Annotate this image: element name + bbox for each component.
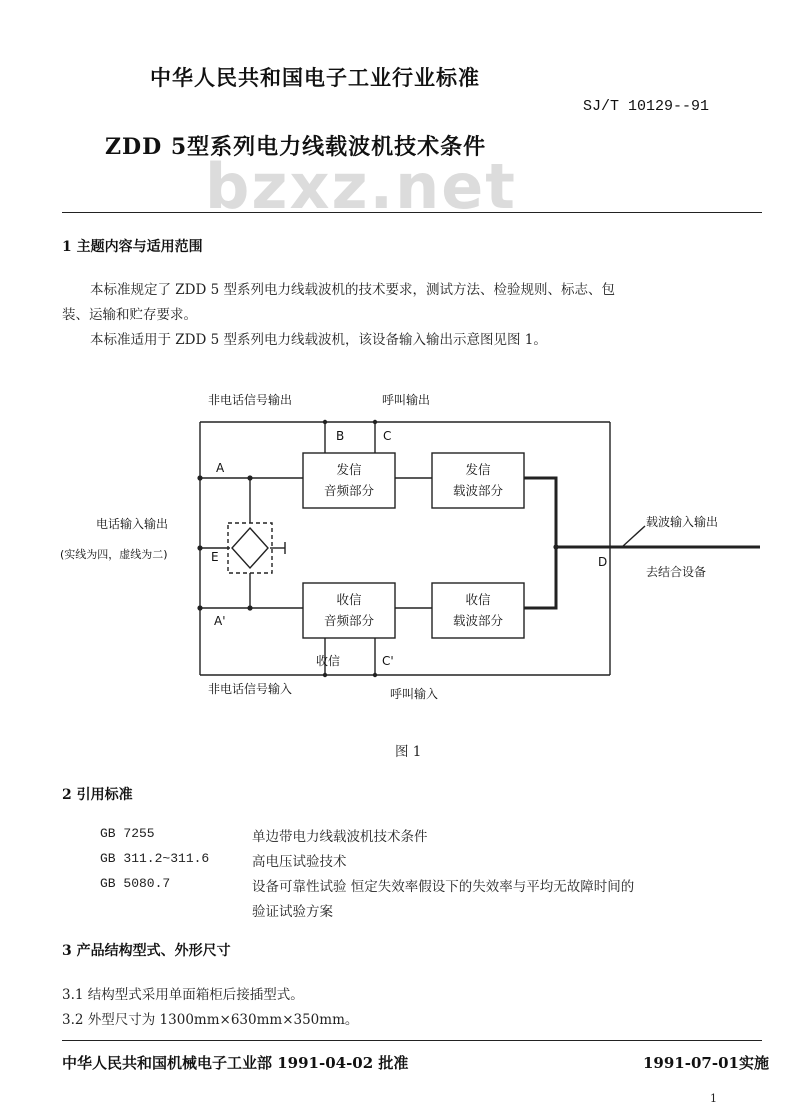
label-phone-io-note: (实线为四，虚线为二): [60, 548, 168, 561]
label-non-phone-out: 非电话信号输出: [208, 393, 293, 407]
section2-heading: 2 引用标准: [62, 787, 133, 803]
label-D: D: [598, 555, 608, 569]
block-tx-audio-line1: 发信: [336, 462, 362, 477]
footer-divider: [62, 1040, 762, 1041]
footer-approval: 中华人民共和国机械电子工业部 1991-04-02 批准: [62, 1054, 409, 1072]
label-call-in: 呼叫输入: [390, 687, 439, 701]
section1-heading: 1 主题内容与适用范围: [62, 239, 203, 255]
ref1-desc: 单边带电力线载波机技术条件: [252, 829, 428, 845]
label-E: E: [211, 550, 219, 564]
block-tx-carrier-line1: 发信: [465, 462, 491, 477]
label-call-out: 呼叫输出: [382, 393, 431, 407]
footer-effective: 1991-07-01实施: [643, 1054, 769, 1072]
block-rx-carrier-line1: 收信: [465, 592, 491, 607]
label-coupling: 去结合设备: [646, 565, 707, 579]
label-C-prime: C': [382, 654, 394, 668]
ref2-code: GB 311.2~311.6: [100, 851, 210, 866]
ref1-code: GB 7255: [100, 826, 155, 841]
ref3-desc-cont: 验证试验方案: [252, 904, 333, 920]
label-C: C: [383, 429, 392, 443]
title-divider: [62, 212, 762, 213]
label-receive: 收信: [316, 654, 341, 668]
section3-heading: 3 产品结构型式、外形尺寸: [62, 943, 231, 959]
standard-number: SJ/T 10129--91: [583, 98, 710, 115]
section1-para2: 本标准适用于 ZDD 5 型系列电力线载波机，该设备输入输出示意图见图 1。: [90, 332, 547, 348]
block-rx-carrier-line2: 载波部分: [452, 613, 504, 628]
block-rx-audio-line1: 收信: [336, 592, 362, 607]
label-B: B: [336, 429, 345, 443]
block-rx-audio-line2: 音频部分: [323, 613, 375, 628]
figure-1-diagram: [0, 360, 800, 740]
label-A-prime: A': [214, 614, 226, 628]
page-number: 1: [710, 1092, 717, 1105]
label-A: A: [216, 461, 225, 475]
label-non-phone-in: 非电话信号输入: [208, 682, 293, 696]
section1-para1-line2: 装、运输和贮存要求。: [62, 307, 197, 323]
figure-caption: 图 1: [395, 744, 422, 760]
label-phone-io: 电话输入输出: [96, 517, 169, 531]
section3-item2: 3.2 外型尺寸为 1300mm×630mm×350mm。: [62, 1012, 359, 1028]
section3-item1: 3.1 结构型式采用单面箱柜后接插型式。: [62, 987, 304, 1003]
watermark: bzxz.net: [205, 150, 517, 223]
ref3-code: GB 5080.7: [100, 876, 171, 891]
org-title: 中华人民共和国电子工业行业标准: [150, 65, 480, 90]
section1-para1-line1: 本标准规定了 ZDD 5 型系列电力线载波机的技术要求，测试方法、检验规则、标志、包: [90, 282, 615, 298]
document-title: ZDD 5型系列电力线载波机技术条件: [105, 134, 487, 160]
block-tx-carrier-line2: 载波部分: [452, 483, 504, 498]
label-carrier-io: 载波输入输出: [646, 515, 719, 529]
ref3-desc: 设备可靠性试验 恒定失效率假设下的失效率与平均无故障时间的: [252, 879, 635, 895]
ref2-desc: 高电压试验技术: [252, 854, 347, 870]
block-tx-audio-line2: 音频部分: [323, 483, 375, 498]
